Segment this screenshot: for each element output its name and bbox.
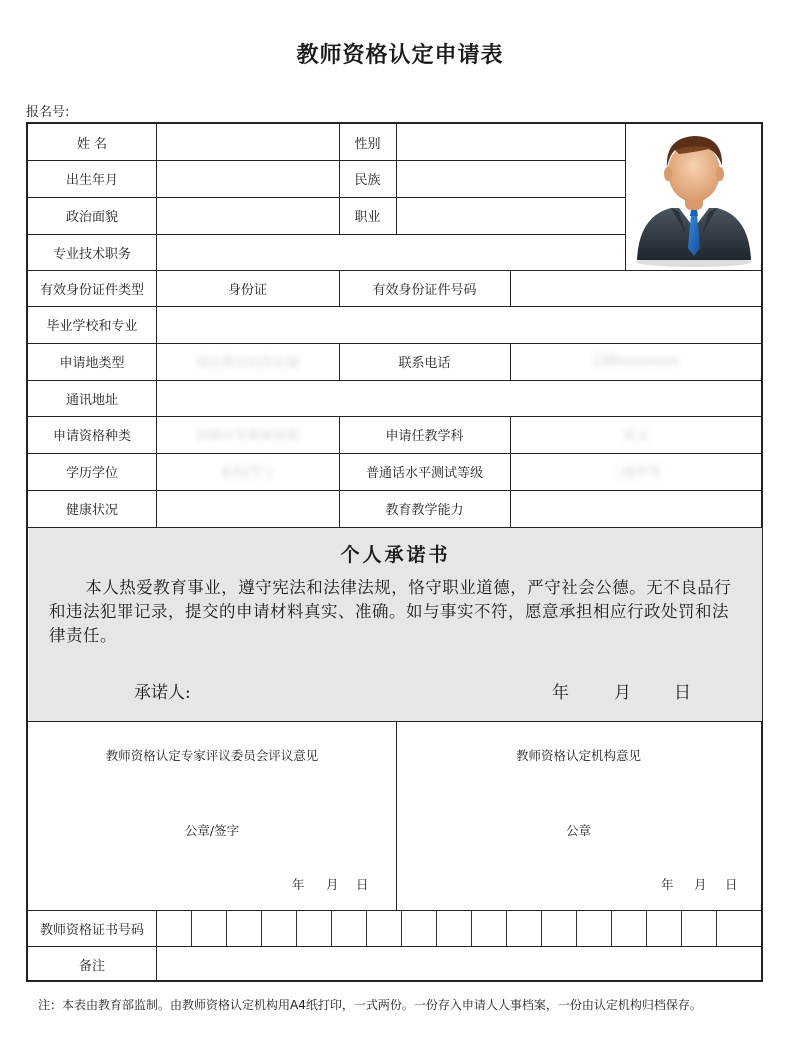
apply-place-value[interactable]: 现任教学校所在地	[195, 356, 300, 371]
health-label: 健康状况	[65, 503, 118, 518]
school-field[interactable]	[156, 306, 761, 343]
phone-label: 联系电话	[398, 356, 451, 371]
name-label: 姓 名	[76, 136, 108, 152]
cert-number-boxes[interactable]	[156, 910, 761, 946]
health-field[interactable]	[156, 490, 339, 527]
page-title: 教师资格认定申请表	[296, 43, 504, 68]
id-number-label: 有效身份证件号码	[372, 282, 477, 298]
agency-seal-label: 公章	[565, 823, 591, 838]
expert-opinion-label: 教师资格认定专家评议委员会评议意见	[105, 748, 319, 763]
pledge-signer-label: 承诺人:	[134, 683, 191, 703]
politics-label: 政治面貌	[65, 210, 118, 225]
gender-label: 性别	[354, 136, 381, 152]
remarks-field[interactable]	[156, 946, 761, 982]
application-form	[26, 122, 763, 982]
agency-month: 月	[694, 877, 707, 892]
expert-seal-label: 公章/签字	[184, 823, 240, 838]
id-type-label: 有效身份证件类型	[39, 282, 144, 298]
personal-pledge	[29, 528, 762, 721]
cert-type-label: 申请资格种类	[52, 429, 131, 444]
cert-type-value[interactable]: 初级中学教师资格	[195, 429, 300, 444]
footnote: 注：本表由教育部监制。由教师资格认定机构用A4纸打印，一式两份。一份存入申请人人事档案，一份由认定机构归档保存。	[38, 998, 702, 1012]
professional-title-label: 专业技术职务	[52, 246, 131, 262]
birth-field[interactable]	[156, 160, 339, 197]
remarks-label: 备注	[78, 958, 105, 974]
expert-day: 日	[356, 877, 369, 892]
registration-number-label: 报名号:	[26, 105, 70, 120]
expert-year: 年	[292, 877, 305, 892]
ethnicity-field[interactable]	[396, 160, 625, 197]
apply-place-label: 申请地类型	[59, 356, 125, 371]
occupation-label: 职业	[354, 210, 381, 225]
gender-field[interactable]	[396, 124, 625, 160]
birth-label: 出生年月	[65, 173, 118, 188]
ability-field[interactable]	[510, 490, 761, 527]
pledge-title: 个人承诺书	[340, 544, 451, 566]
education-label: 学历学位	[65, 466, 118, 481]
address-label: 通讯地址	[65, 392, 118, 408]
pledge-year: 年	[552, 683, 569, 703]
agency-opinion-label: 教师资格认定机构意见	[515, 748, 641, 763]
address-field[interactable]	[156, 380, 761, 416]
phone-value[interactable]: 138xxxxxxxx	[592, 354, 679, 369]
pledge-day: 日	[674, 683, 691, 703]
id-number-field[interactable]	[510, 270, 761, 306]
subject-value[interactable]: 语文	[622, 429, 649, 444]
mandarin-value[interactable]: 二级甲等	[609, 466, 662, 481]
politics-field[interactable]	[156, 197, 339, 234]
id-type-value[interactable]: 身份证	[227, 282, 267, 298]
ability-label: 教育教学能力	[385, 503, 464, 518]
pledge-month: 月	[614, 683, 631, 703]
school-label: 毕业学校和专业	[46, 319, 138, 334]
avatar-icon	[627, 124, 762, 269]
cert-number-label: 教师资格证书号码	[39, 922, 144, 938]
subject-label: 申请任教学科	[385, 429, 464, 444]
mandarin-label: 普通话水平测试等级	[365, 466, 483, 481]
professional-title-field[interactable]	[156, 234, 625, 270]
occupation-field[interactable]	[396, 197, 625, 234]
expert-month: 月	[326, 877, 339, 892]
ethnicity-label: 民族	[354, 173, 381, 188]
pledge-body: 本人热爱教育事业，遵守宪法和法律法规，恪守职业道德，严守社会公德。无不良品行和违法犯罪记录，提交的申请材料真实、准确。如与事实不符，愿意承担相应行政处罚和法律责任。	[49, 578, 732, 645]
name-field[interactable]	[156, 124, 339, 160]
education-value[interactable]: 本科/学士	[219, 466, 276, 481]
agency-day: 日	[725, 877, 738, 892]
agency-year: 年	[661, 877, 674, 892]
